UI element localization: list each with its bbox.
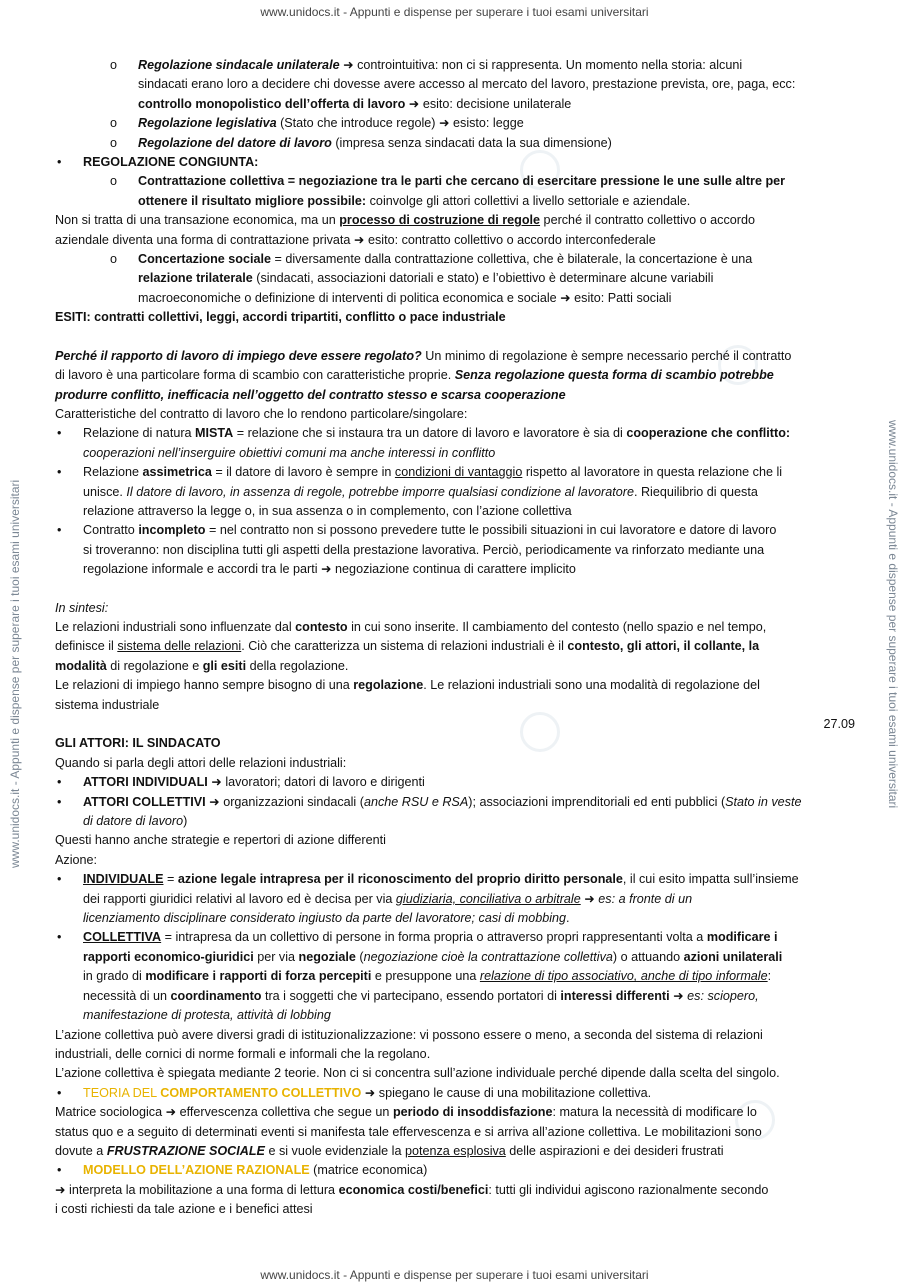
text-line: di lavoro è una particolare forma di scambio con caratteristiche proprie. Senza regolazione questa forma di scambio potrebbe xyxy=(55,368,774,383)
text-line: • TEORIA DEL COMPORTAMENTO COLLETTIVO ➜ spiegano le cause di una mobilitazione collettiva. xyxy=(55,1084,855,1103)
page-footer-watermark: www.unidocs.it - Appunti e dispense per superare i tuoi esami universitari xyxy=(260,1268,649,1282)
text-line: produrre conflitto, inefficacia nell’oggetto del contratto stesso e scarsa cooperazione xyxy=(55,387,566,402)
right-side-watermark: www.unidocs.it - Appunti e dispense per superare i tuoi esami universitari xyxy=(886,420,900,809)
text-line: • Contratto incompleto = nel contratto non si possono prevedere tutte le possibili situazioni in cui lavoratore e datore di lavoro xyxy=(55,521,855,540)
sub-bullet: o xyxy=(110,58,118,72)
text-line: Caratteristiche del contratto di lavoro che lo rendono particolare/singolare: xyxy=(55,406,468,421)
text-line: regolazione informale e accordi tra le parti ➜ negoziazione continua di carattere implicito xyxy=(83,562,576,577)
bullet: • xyxy=(57,1085,62,1100)
text-line: • Relazione di natura MISTA = relazione che si instaura tra un datore di lavoro e lavoratore è sia di cooperazione che conflitto: xyxy=(55,424,855,443)
text-line: Matrice sociologica ➜ effervescenza collettiva che segue un periodo di insoddisfazione: matura la necessità di modificare lo xyxy=(55,1105,757,1120)
sub-bullet: o xyxy=(110,135,118,150)
text-line: status quo e a seguito di determinati eventi si manifesta tale effervescenza e si arriva all’azione collettiva. Le mobilitazioni sono xyxy=(55,1124,762,1139)
text-line: dovute a FRUSTRAZIONE SOCIALE e si vuole evidenziale la potenza esplosiva delle aspirazioni e dei desideri frustrati xyxy=(55,1143,724,1158)
text-line: controllo monopolistico dell’offerta di lavoro ➜ esito: decisione unilaterale xyxy=(138,96,572,111)
text-line: di datore di lavoro) xyxy=(83,814,188,829)
bullet: • xyxy=(57,872,62,887)
text-line: o Regolazione legislativa (Stato che introduce regole) ➜ esisto: legge xyxy=(55,114,855,133)
text-line: aziendale diventa una forma di contrattazione privata ➜ esito: contratto collettivo o accordo interconfederale xyxy=(55,232,656,247)
text-line: ottenere il risultato migliore possibile: coinvolge gli attori collettivi a livello settoriale e aziendale. xyxy=(138,193,691,208)
left-side-watermark: www.unidocs.it - Appunti e dispense per superare i tuoi esami universitari xyxy=(8,479,22,868)
text-line: necessità di un coordinamento tra i soggetti che vi partecipano, essendo portatori di interessi differenti ➜ es: sciopero, xyxy=(83,988,759,1003)
text-line: L’azione collettiva può avere diversi gradi di istituzionalizzazione: vi possono essere o meno, a seconda del sistema di relazioni xyxy=(55,1027,763,1042)
text-line: • Relazione assimetrica = il datore di lavoro è sempre in condizioni di vantaggio rispetto al lavoratore in questa relazione che li xyxy=(55,463,855,482)
text-line: o Contrattazione collettiva = negoziazione tra le parti che cercano di esercitare pressione le une sulle altre per xyxy=(55,172,855,191)
text-line: • MODELLO DELL’AZIONE RAZIONALE (matrice economica) xyxy=(55,1161,855,1180)
text-line: o Regolazione del datore di lavoro (impresa senza sindacati data la sua dimensione) xyxy=(55,134,855,153)
date-label: 27.09 xyxy=(823,717,855,731)
document-body xyxy=(55,56,855,1220)
sub-bullet: o xyxy=(110,252,118,267)
page-header-watermark: www.unidocs.it - Appunti e dispense per superare i tuoi esami universitari xyxy=(260,5,649,19)
text-line: o Concertazione sociale = diversamente dalla contrattazione collettiva, che è bilaterale, la concertazione è una xyxy=(55,250,855,269)
text-line: • COLLETTIVA = intrapresa da un collettivo di persone in forma propria o attraverso propri rappresentanti volta a modificare i xyxy=(55,928,855,947)
bullet: • xyxy=(57,426,62,441)
text-line: dei rapporti giuridici relativi al lavoro ed è decisa per via giudiziaria, conciliativa o arbitrale ➜ es: a fronte di un xyxy=(83,891,693,906)
text-line: Quando si parla degli attori delle relazioni industriali: xyxy=(55,755,347,770)
sub-bullet: o xyxy=(110,116,118,131)
text-line: Non si tratta di una transazione economica, ma un processo di costruzione di regole perché il contratto collettivo o accordo xyxy=(55,213,755,228)
section-heading: GLI ATTORI: IL SINDACATO xyxy=(55,736,221,751)
text-line: relazione trilaterale (sindacati, associazioni datoriali e stato) e l’obiettivo è determinare alcune variabili xyxy=(138,271,714,286)
text-line: unisce. Il datore di lavoro, in assenza di regole, potrebbe imporre qualsiasi condizione al lavoratore. Riequilibrio di questa xyxy=(83,484,758,499)
text-line: Le relazioni industriali sono influenzate dal contesto in cui sono inserite. Il cambiamento del contesto (nello spazio e nel tempo, xyxy=(55,619,767,634)
text-line: • INDIVIDUALE = azione legale intrapresa per il riconoscimento del proprio diritto personale, il cui esito impatta sull’insieme xyxy=(55,870,855,889)
text-line: si troveranno: non disciplina tutti gli aspetti della prestazione lavorativa. Perciò, periodicamente va rinforzato mediante una xyxy=(83,542,765,557)
text-line: licenziamento disciplinare considerato ingiusto da parte del lavoratore; casi di mobbing. xyxy=(83,911,570,926)
text-line: rapporti economico-giuridici per via negoziale (negoziazione cioè la contrattazione collettiva) o attuando azioni unilaterali xyxy=(83,949,783,964)
text-line: sindacati erano loro a decidere chi dovesse avere accesso al mercato del lavoro, prestazione prevista, ore, paga, ecc: xyxy=(138,77,796,92)
text-line: • ATTORI COLLETTIVI ➜ organizzazioni sindacali (anche RSU e RSA); associazioni imprenditoriali ed enti pubblici (Stato in veste xyxy=(55,793,855,812)
text-line: macroeconomiche o definizione di interventi di politica economica e sociale ➜ esito: Patti sociali xyxy=(138,290,672,305)
bullet: • xyxy=(57,523,62,538)
bullet: • xyxy=(57,155,62,170)
sub-bullet: o xyxy=(110,174,118,189)
text-line: relazione attraverso la legge o, in sua assenza o in complemento, con l’azione collettiva xyxy=(83,503,572,518)
bullet: • xyxy=(57,1163,62,1178)
text-line: cooperazioni nell’inserguire obiettivi comuni ma anche interessi in conflitto xyxy=(83,445,496,460)
text-line: modalità di regolazione e gli esiti della regolazione. xyxy=(55,658,349,673)
bullet: • xyxy=(57,794,62,809)
text-line: o Regolazione sindacale unilaterale ➜ controintuitiva: non ci si rappresenta. Un momento nella storia: alcuni xyxy=(55,56,855,75)
text-line: Azione: xyxy=(55,852,98,867)
text-line: i costi richiesti da tale azione e i benefici attesi xyxy=(55,1202,313,1217)
text-line: L’azione collettiva è spiegata mediante 2 teorie. Non ci si concentra sull’azione individuale perché dipende dalla scelta del singolo. xyxy=(55,1066,780,1081)
text-line: manifestazione di protesta, attività di lobbing xyxy=(83,1008,331,1023)
text-line: • REGOLAZIONE CONGIUNTA: xyxy=(55,153,855,172)
text-line: sistema industriale xyxy=(55,697,160,712)
bullet: • xyxy=(57,775,62,790)
bullet: • xyxy=(57,465,62,480)
text-line: Le relazioni di impiego hanno sempre bisogno di una regolazione. Le relazioni industriali sono una modalità di regolazione del xyxy=(55,678,760,693)
bullet: • xyxy=(57,930,62,945)
text-line: in grado di modificare i rapporti di forza percepiti e presuppone una relazione di tipo associativo, anche di tipo informale: xyxy=(83,969,772,984)
text-line: ➜ interpreta la mobilitazione a una forma di lettura economica costi/benefici: tutti gli individui agiscono razionalmente secondo xyxy=(55,1182,769,1197)
text-line: ESITI: contratti collettivi, leggi, accordi tripartiti, conflitto o pace industriale xyxy=(55,310,506,325)
text-line: • ATTORI INDIVIDUALI ➜ lavoratori; datori di lavoro e dirigenti xyxy=(55,773,855,792)
text-line: Questi hanno anche strategie e repertori di azione differenti xyxy=(55,833,386,848)
text-line: Perché il rapporto di lavoro di impiego deve essere regolato? Un minimo di regolazione è sempre necessario perché il contratto xyxy=(55,348,792,363)
text-line: definisce il sistema delle relazioni. Ciò che caratterizza un sistema di relazioni industriali è il contesto, gli attori, il collante, la xyxy=(55,639,760,654)
text-line: industriali, delle cornici di norme formali e informali che la regolano. xyxy=(55,1046,431,1061)
text-line: In sintesi: xyxy=(55,600,109,615)
